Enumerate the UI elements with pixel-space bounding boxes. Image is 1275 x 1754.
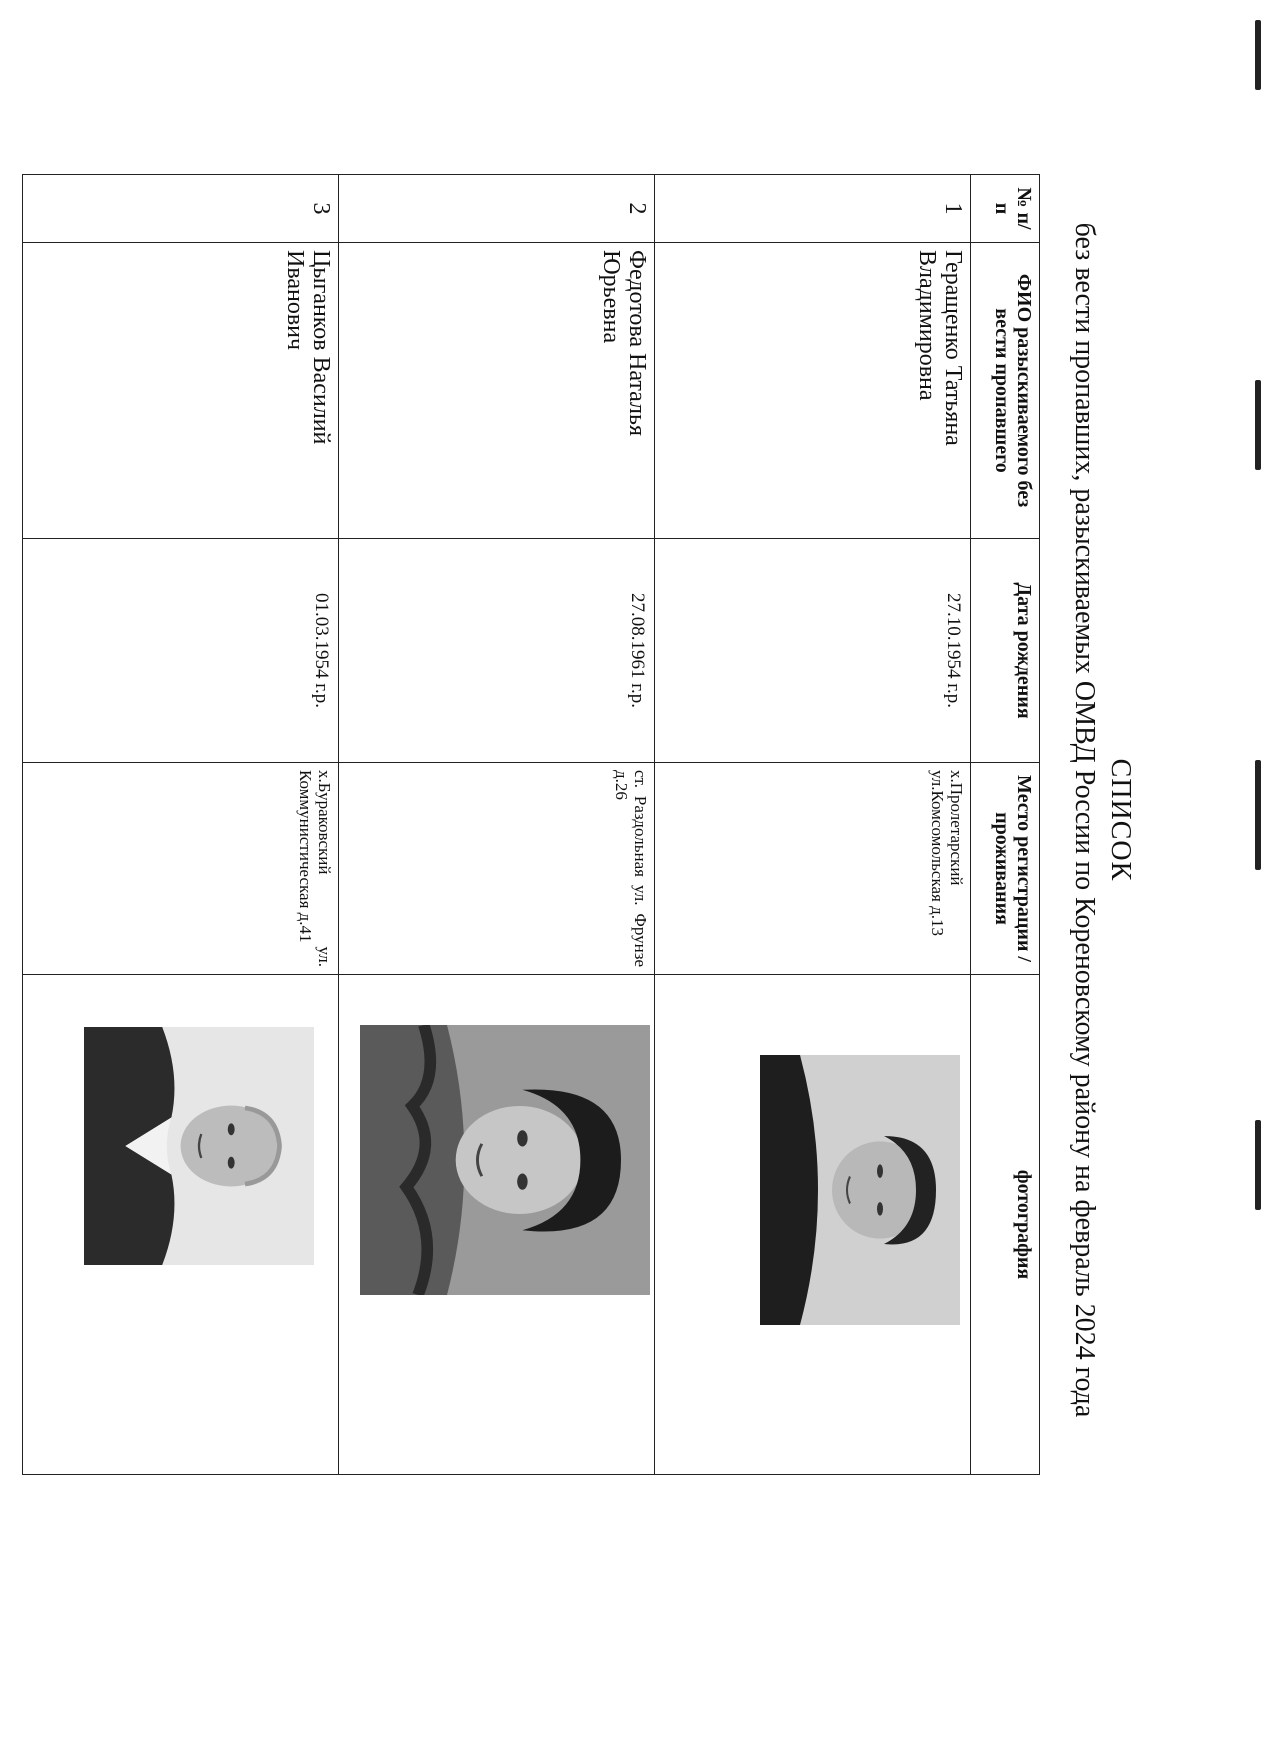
- row-address: х.Бураковский ул. Коммунистическая д.41: [23, 763, 339, 975]
- row-photo-cell: [655, 975, 971, 1475]
- scan-artifact: [1255, 380, 1261, 470]
- document-heading: [1066, 100, 1138, 1540]
- portrait-woman-icon: [760, 1055, 960, 1325]
- header-birth-date: Дата рождения: [971, 539, 1040, 763]
- scan-artifact: [1255, 20, 1261, 90]
- row-name: Геращенко Татьяна Владимировна: [655, 243, 971, 539]
- header-num: № п/п: [971, 175, 1040, 243]
- document-title: СПИСОК: [1105, 758, 1136, 882]
- row-birth-date: 27.10.1954 г.р.: [655, 539, 971, 763]
- scan-artifact: [1255, 760, 1261, 870]
- header-photo: фотография: [971, 975, 1040, 1475]
- row-name: Федотова Наталья Юрьевна: [339, 243, 655, 539]
- row-birth-date: 27.08.1961 г.р.: [339, 539, 655, 763]
- row-num: 3: [23, 175, 339, 243]
- table-row: [339, 175, 655, 1475]
- row-name: Цыганков Василий Иванович: [23, 243, 339, 539]
- row-address: ст. Раздольная ул. Фрунзе д.26: [339, 763, 655, 975]
- document-subtitle: без вести пропавших, разыскиваемых ОМВД России по Кореновскому району на февраль 2024 года: [1069, 222, 1100, 1418]
- row-photo-cell: [23, 975, 339, 1475]
- header-address: Место регистрации /проживания: [971, 763, 1040, 975]
- table-header-row: [971, 175, 1040, 1475]
- header-name: ФИО разыскиваемого без вести пропавшего: [971, 243, 1040, 539]
- table-row: [655, 175, 971, 1475]
- row-num: 2: [339, 175, 655, 243]
- row-num: 1: [655, 175, 971, 243]
- missing-persons-document: [80, 100, 1160, 1540]
- scan-artifact: [1255, 1120, 1261, 1210]
- row-address: х.Пролетарский ул.Комсомольская д.13: [655, 763, 971, 975]
- row-photo-cell: [339, 975, 655, 1475]
- portrait-man-icon: [84, 1027, 314, 1265]
- table-row: [23, 175, 339, 1475]
- row-birth-date: 01.03.1954 г.р.: [23, 539, 339, 763]
- missing-persons-table: [22, 174, 1040, 1475]
- portrait-woman-icon: [360, 1025, 650, 1295]
